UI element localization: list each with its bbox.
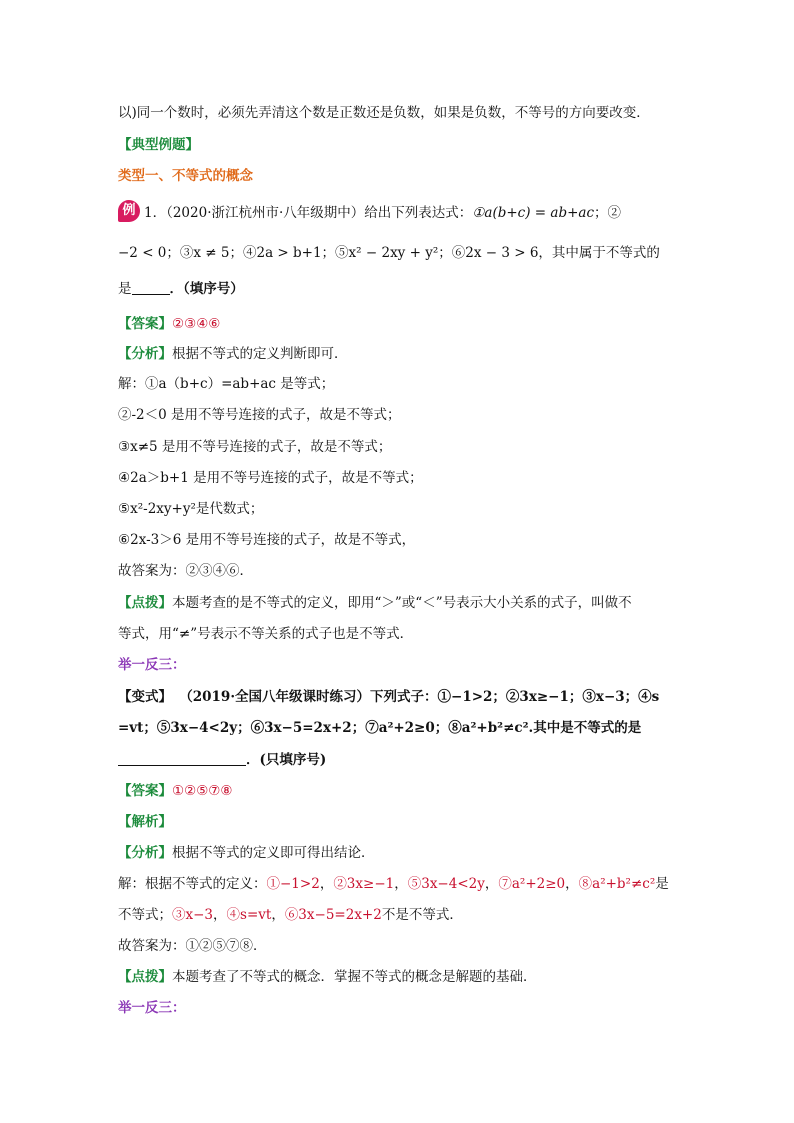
tip2-tag: 【点拨】 — [118, 969, 172, 985]
variant-answer-blank[interactable] — [118, 751, 246, 766]
analysis2-s1-e: ⑧a²+b²≠c² — [578, 876, 656, 892]
analysis2-step2: 不等式；③x−3，④s=vt，⑥3x−5=2x+2不是不等式． — [118, 907, 463, 923]
analysis2-s2-c: ⑥3x−5=2x+2 — [284, 907, 382, 923]
example1-line3-pre: 是 — [118, 281, 132, 297]
variant-line3 — [118, 750, 326, 770]
example1-line3-post: ．（填序号） — [169, 281, 244, 297]
example1-line1 — [118, 200, 621, 223]
example1-number: 1． — [144, 205, 167, 221]
tip2-text: 本题考查了不等式的概念．掌握不等式的概念是解题的基础． — [172, 969, 537, 985]
example1-line3 — [118, 279, 244, 299]
analysis2-step1: 解：根据不等式的定义：①−1>2，②3x≥−1，⑤3x−4<2y，⑦a²+2≥0，⑧a²+b²≠c²是 — [118, 876, 669, 892]
example1-expr1: ①a(b+c) = ab+ac — [472, 205, 595, 221]
jiexi-header: 【解析】 — [118, 814, 172, 830]
analysis2-s2-a: ③x−3 — [172, 907, 214, 923]
practice-header-2: 举一反三： — [118, 1000, 186, 1016]
analysis2-s2-post: 不是不等式． — [381, 907, 463, 923]
answer2-value: ①②⑤⑦⑧ — [172, 783, 233, 799]
tip1-tag: 【点拨】 — [118, 595, 172, 611]
analysis1-final: 故答案为：②③④⑥． — [118, 563, 253, 579]
analysis1-step0: 解：①a（b+c）=ab+ac 是等式； — [118, 376, 335, 392]
variant-text1: （2019·全国八年级课时练习）下列式子：①−1>2；②3x≥−1；③x−3；④s — [186, 689, 660, 705]
analysis1-tag: 【分析】 — [118, 346, 172, 362]
tip1-line1 — [118, 593, 632, 613]
section-header: 【典型例题】 — [118, 137, 199, 153]
answer1-value: ②③④⑥ — [172, 316, 221, 332]
analysis2-s1-a: ①−1>2 — [266, 876, 320, 892]
analysis2-s1-c: ⑤3x−4<2y — [407, 876, 485, 892]
variant-tag: 【变式】 — [118, 689, 172, 705]
example1-sep: ；② — [594, 205, 622, 221]
analysis2-text: 根据不等式的定义即可得出结论． — [172, 845, 375, 861]
tip1-text1: 本题考查的是不等式的定义，即用“＞”或“＜”号表示大小关系的式子，叫做不 — [172, 595, 632, 611]
answer1 — [118, 314, 220, 334]
example-badge-label: 例 — [122, 203, 136, 218]
answer1-tag: 【答案】 — [118, 316, 172, 332]
analysis2-s2-pre: 不等式； — [118, 907, 172, 923]
analysis1-text: 根据不等式的定义判断即可． — [172, 346, 348, 362]
practice-header-1: 举一反三： — [118, 657, 186, 673]
analysis1-step4: ⑤x²-2xy+y²是代数式； — [118, 501, 264, 517]
answer-blank[interactable] — [132, 280, 170, 295]
answer2 — [118, 781, 233, 801]
tip1-line2: 等式，用“≠”号表示不等关系的式子也是不等式． — [118, 626, 414, 642]
analysis2-s2-b: ④s=vt — [226, 907, 272, 923]
analysis1-step1: ②-2＜0 是用不等号连接的式子，故是不等式； — [118, 407, 401, 423]
analysis2-final: 故答案为：①②⑤⑦⑧． — [118, 938, 267, 954]
tip2 — [118, 967, 537, 987]
example1-source: （2020·浙江杭州市·八年级期中）给出下列表达式： — [166, 205, 473, 221]
analysis1-header — [118, 344, 348, 364]
variant-line2: =vt；⑤3x−4<2y；⑥3x−5=2x+2；⑦a²+2≥0；⑧a²+b²≠c².其中是不等式的是 — [118, 720, 642, 736]
analysis1-step3: ④2a＞b+1 是用不等号连接的式子，故是不等式； — [118, 470, 423, 486]
type-header: 类型一、不等式的概念 — [118, 168, 253, 184]
analysis2-s1-b: ②3x≥−1 — [333, 876, 395, 892]
analysis2-s1-pre: 解：根据不等式的定义： — [118, 876, 267, 892]
analysis2-tag: 【分析】 — [118, 845, 172, 861]
analysis2-s1-post: 是 — [655, 876, 669, 892]
variant-line3-post: ．(只填序号) — [246, 752, 327, 768]
variant-line1 — [118, 687, 659, 707]
analysis2-s1-d: ⑦a²+2≥0 — [498, 876, 566, 892]
analysis2-header — [118, 843, 375, 863]
answer2-tag: 【答案】 — [118, 783, 172, 799]
analysis1-step2: ③x≠5 是用不等号连接的式子，故是不等式； — [118, 439, 392, 455]
analysis1-step5: ⑥2x-3＞6 是用不等号连接的式子，故是不等式， — [118, 532, 416, 548]
example1-line2: −2 < 0；③x ≠ 5；④2a > b+1；⑤x² − 2xy + y²；⑥2x − 3 > 6，其中属于不等式的 — [118, 245, 660, 261]
example-badge — [118, 200, 140, 222]
intro-tail: 以)同一个数时，必须先弄清这个数是正数还是负数，如果是负数，不等号的方向要改变． — [118, 105, 650, 121]
